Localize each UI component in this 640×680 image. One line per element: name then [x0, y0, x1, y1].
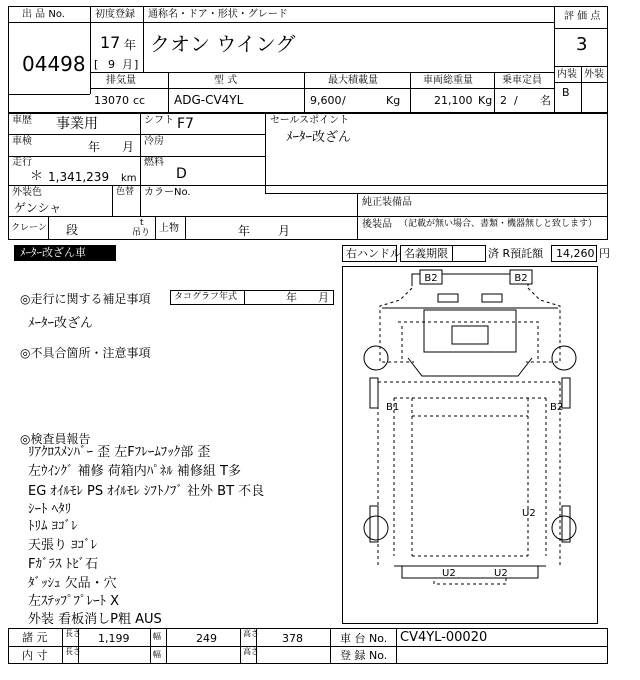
meter-tampered-text: ﾒｰﾀｰ改ざん車 — [20, 246, 86, 259]
report-line: EG ｵｲﾙﾓﾚ PS ｵｲﾙﾓﾚ ｼﾌﾄﾉﾌﾞ 社外 BT 不良 — [28, 484, 265, 499]
exterior-color-label: 外装色 — [12, 187, 42, 198]
exterior-color: ゲンシャ — [14, 201, 62, 215]
sales-point-label: セールスポイント — [270, 115, 350, 126]
overall-score: 3 — [576, 34, 588, 55]
displacement-label: 排気量 — [106, 75, 136, 86]
registration-month: 9 — [108, 58, 115, 71]
mileage-label: 走行 — [12, 157, 32, 168]
max-load-unit: Kg — [386, 94, 401, 107]
gross-weight-value: 21,100 — [434, 94, 473, 107]
mark-u2-rear-right: U2 — [494, 568, 508, 579]
tachograph-year-unit: 年 — [286, 291, 297, 304]
width-label: 幅 — [153, 632, 161, 641]
gross-weight-label: 車両総重量 — [423, 75, 473, 86]
ac-label: 冷房 — [144, 136, 164, 147]
inner-height-label: 高さ — [243, 647, 259, 656]
auction-sheet: 出 品 No. 04498 初度登録 通称名・ドア・形状・グレード 17 年 [ 9 月 ] クオン ウイング 評 価 点 3 内装 外装 B 排気量 型 式 最大積載量 車両総重量 乗車定員 13070 cc ADG-CV4YL 9,600 / Kg 21,100 Kg 2 / 名 車歴 事業用 シフト F7 車検 年 月 冷房 走行 ＊ 1,341,239 km 燃料 D セールスポイント ﾒｰﾀｰ改ざん 外装色 ゲンシャ 色替 カラーNo. 純正装備品 後装品 （記載が無い場合、書類・機器無しと致します） クレーン 段 t 吊り 上物 年 月 ﾒｰﾀｰ改ざん車 右ハンドル 名義期限 済 R預託額 14,260 円 ◎走行に関する補足事項 タコグラフ年式 年 月 ﾒｰﾀｰ改ざん ◎不具合箇所・注意事項 ◎検査員報告 ﾘｱｸﾛｽﾒﾝﾊﾞｰ 歪 左Fﾌﾚｰﾑﾌｯｸ部 歪 左ｳｲﾝｸﾞ 補修 荷箱内ﾊﾟﾈﾙ 補修組 T多 EG ｵｲﾙﾓﾚ PS ｵｲﾙﾓﾚ ｼﾌﾄﾉﾌﾞ 社外 BT 不良 ｼｰﾄ ﾍﾀﾘ ﾄﾘﾑ ﾖｺﾞﾚ 天張り ﾖｺﾞﾚ Fｶﾞﾗｽ ﾄﾋﾞ石 ﾀﾞｯｼｭ 欠品・穴 左ｽﾃｯﾌﾟﾌﾟﾚｰﾄ X 外装 看板消しP粗 AUS B2 B2 B1 B2 U2 U2 U2 諸 元 長さ 1,199 幅 249 高さ 378 車 台 No. CV4YL-00020 内 寸 長さ 幅 高さ 登 録 No. — [0, 0, 640, 680]
report-line: 天張り ﾖｺﾞﾚ — [28, 538, 98, 553]
color-change-label: 色替 — [116, 187, 135, 197]
mileage-unit: km — [121, 173, 137, 184]
width-value: 249 — [196, 632, 217, 645]
running-remarks-label: ◎走行に関する補足事項 — [20, 292, 151, 306]
mark-b2-front-left: B2 — [424, 273, 438, 284]
aftermarket-note: （記載が無い場合、書類・機器無しと致します） — [399, 219, 598, 229]
inner-dimensions-label: 内 寸 — [22, 649, 48, 662]
mark-u2-right-side: U2 — [522, 508, 536, 519]
height-value: 378 — [282, 632, 303, 645]
report-line: 外装 看板消しP粗 AUS — [28, 612, 162, 627]
inspection-label: 車検 — [12, 136, 32, 147]
max-load-label: 最大積載量 — [328, 75, 378, 86]
color-no-label: カラーNo. — [144, 187, 191, 198]
chassis-number: CV4YL-00020 — [400, 630, 488, 645]
exterior-grade-label: 外装 — [584, 69, 604, 80]
shift-label: シフト — [144, 115, 174, 126]
interior-grade-label: 内装 — [557, 69, 577, 80]
displacement-value: 13070 — [94, 94, 129, 107]
chassis-no-label: 車 台 No. — [340, 632, 388, 645]
truck-diagram — [342, 266, 598, 624]
month-bracket-open: [ — [94, 58, 99, 71]
mileage-prefix: ＊ — [30, 169, 44, 184]
registration-no-label: 登 録 No. — [340, 649, 388, 662]
crane-label: クレーン — [11, 223, 47, 233]
capacity-value: 2 — [500, 94, 507, 107]
report-line: ﾄﾘﾑ ﾖｺﾞﾚ — [28, 519, 78, 534]
month-unit: 月 — [122, 58, 133, 71]
model-name-label: 通称名・ドア・形状・グレード — [148, 9, 288, 20]
mark-u2-rear-left: U2 — [442, 568, 456, 579]
tachograph-month-unit: 月 — [318, 291, 329, 304]
equipment-label: 純正装備品 — [362, 197, 412, 208]
inspection-month-unit: 月 — [122, 140, 135, 154]
aftermarket-label: 後装品 — [362, 219, 392, 230]
upper-month-unit: 月 — [278, 224, 291, 238]
recycle-label: 済 R預託額 — [488, 247, 544, 260]
mark-b1-left-side: B1 — [386, 402, 400, 413]
report-line: Fｶﾞﾗｽ ﾄﾋﾞ石 — [28, 557, 99, 572]
displacement-unit: cc — [133, 94, 146, 107]
report-line: 左ｳｲﾝｸﾞ 補修 荷箱内ﾊﾟﾈﾙ 補修組 T多 — [28, 464, 241, 479]
crane-stage-unit: 段 — [66, 223, 79, 237]
sales-point: ﾒｰﾀｰ改ざん — [286, 130, 352, 145]
month-bracket-close: ] — [134, 58, 139, 71]
defect-remarks-label: ◎不具合箇所・注意事項 — [20, 346, 151, 360]
running-note: ﾒｰﾀｰ改ざん — [28, 316, 94, 331]
recycle-amount: 14,260 — [556, 247, 595, 260]
length-value: 1,199 — [98, 632, 130, 645]
model-code-label: 型 式 — [214, 75, 238, 86]
dimensions-label: 諸 元 — [22, 631, 48, 644]
capacity-label: 乗車定員 — [502, 75, 542, 86]
fuel-label: 燃料 — [144, 157, 164, 168]
vehicle-history: 事業用 — [56, 116, 98, 132]
mark-b2-right-side: B2 — [550, 402, 564, 413]
max-load-value: 9,600 — [310, 94, 342, 107]
model-name: クオン ウイング — [150, 32, 296, 56]
crane-ton-unit: t — [140, 218, 144, 228]
inspector-report-label: ◎検査員報告 — [20, 432, 91, 446]
interior-grade: B — [562, 86, 570, 99]
inner-width-label: 幅 — [153, 650, 161, 659]
inner-length-label: 長さ — [65, 647, 81, 656]
meter-tampered-banner — [14, 245, 116, 261]
mark-b2-front-right: B2 — [514, 273, 528, 284]
model-code: ADG-CV4YL — [174, 93, 244, 107]
rhd-label: 右ハンドル — [346, 247, 401, 260]
name-change-label: 名義期限 — [404, 247, 448, 260]
lot-number-label: 出 品 No. — [22, 9, 65, 20]
report-line: ｼｰﾄ ﾍﾀﾘ — [28, 502, 72, 517]
capacity-unit: 名 — [540, 94, 551, 107]
score-label: 評 価 点 — [564, 11, 601, 22]
height-label: 高さ — [243, 629, 259, 638]
fuel-value: D — [176, 166, 187, 182]
tachograph-label: タコグラフ年式 — [174, 292, 238, 302]
report-line: 左ｽﾃｯﾌﾟﾌﾟﾚｰﾄ X — [28, 594, 120, 609]
crane-hang-label: 吊り — [132, 228, 151, 238]
inspection-year-unit: 年 — [88, 140, 101, 154]
report-line: ﾀﾞｯｼｭ 欠品・穴 — [28, 576, 117, 591]
first-registration-label: 初度登録 — [95, 9, 135, 20]
upper-label: 上物 — [159, 223, 179, 234]
gross-weight-unit: Kg — [478, 94, 493, 107]
year-unit: 年 — [124, 38, 137, 52]
shift-value: F7 — [177, 116, 194, 132]
mileage-value: 1,341,239 — [48, 170, 110, 184]
length-label: 長さ — [65, 629, 81, 638]
yen-unit: 円 — [599, 247, 610, 260]
registration-year: 17 — [100, 33, 121, 52]
report-line: ﾘｱｸﾛｽﾒﾝﾊﾞｰ 歪 左Fﾌﾚｰﾑﾌｯｸ部 歪 — [28, 445, 211, 460]
history-label: 車歴 — [12, 115, 32, 126]
upper-year-unit: 年 — [238, 224, 251, 238]
lot-number: 04498 — [22, 52, 86, 76]
